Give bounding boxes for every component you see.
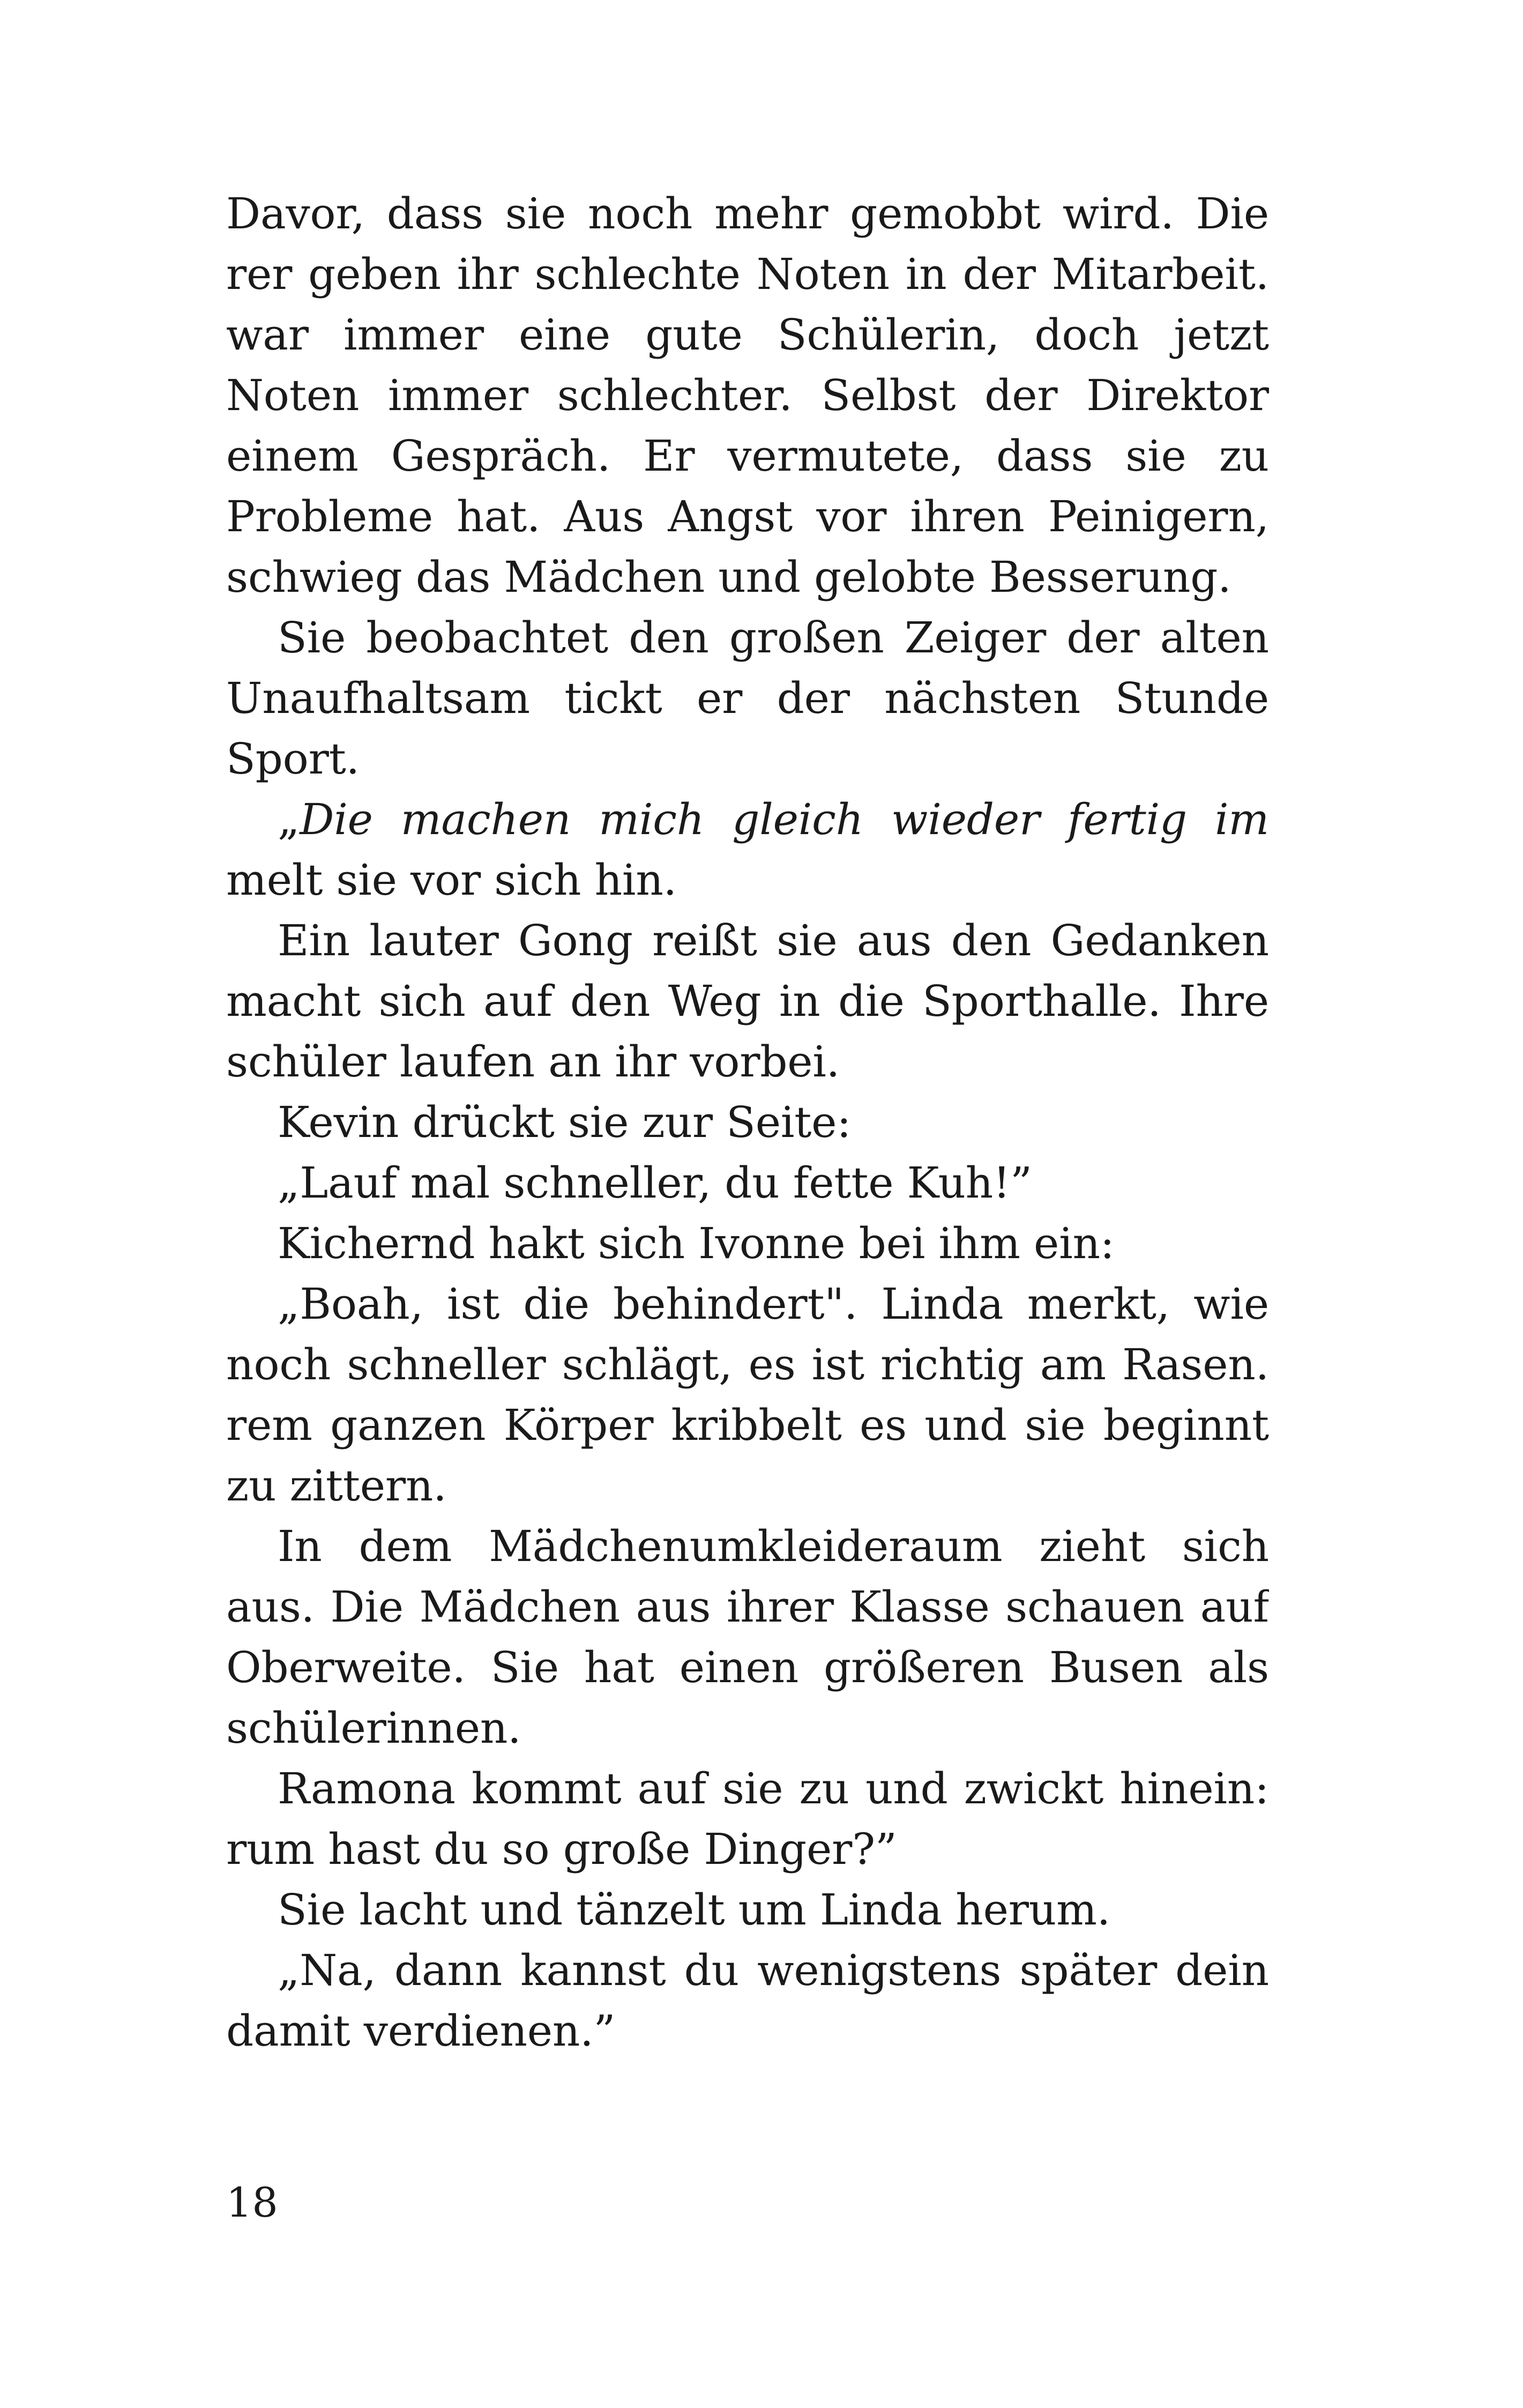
quote-open: „ — [278, 794, 300, 844]
text-line: Kichernd hakt sich Ivonne bei ihm ein: — [278, 1218, 1115, 1268]
text-line: war immer eine gute Schülerin, doch jetzt — [226, 310, 1269, 360]
text-line: Ramona kommt auf sie zu und zwickt hinein: — [278, 1764, 1269, 1814]
text-line: Noten immer schlechter. Selbst der Direktor — [226, 370, 1269, 420]
text-line: melt sie vor sich hin. — [226, 855, 677, 905]
text-line: damit verdienen.” — [226, 2006, 616, 2056]
text-line: schüler laufen an ihr vorbei. — [226, 1037, 840, 1087]
text-line: rer geben ihr schlechte Noten in der Mitarbeit. — [226, 249, 1269, 299]
text-line: zu zittern. — [226, 1461, 447, 1511]
text-line: macht sich auf den Weg in die Sporthalle. Ihre — [226, 976, 1269, 1026]
text-line: In dem Mädchenumkleideraum zieht sich — [278, 1521, 1269, 1571]
text-line: aus. Die Mädchen aus ihrer Klasse schauen auf — [226, 1582, 1269, 1632]
text-line: Ein lauter Gong reißt sie aus den Gedanken — [278, 916, 1269, 965]
text-line: Probleme hat. Aus Angst vor ihren Peinigern, — [226, 492, 1269, 541]
quote-line — [226, 789, 1269, 850]
text-line: rem ganzen Körper kribbelt es und sie beginnt — [226, 1400, 1269, 1450]
text-line: noch schneller schlägt, es ist richtig am Rasen. — [226, 1340, 1269, 1389]
text-line: einem Gespräch. Er vermutete, dass sie zu — [226, 431, 1269, 481]
text-line: Davor, dass sie noch mehr gemobbt wird. Die — [226, 189, 1269, 239]
text-line: schwieg das Mädchen und gelobte Besserung. — [226, 552, 1231, 602]
text-line: Kevin drückt sie zur Seite: — [278, 1097, 852, 1147]
italic-quote: Die machen mich gleich wieder fertig im — [300, 794, 1269, 844]
text-line: Sie lacht und tänzelt um Linda herum. — [278, 1885, 1110, 1935]
text-line: rum hast du so große Dinger?” — [226, 1824, 897, 1874]
page-number: 18 — [226, 2179, 278, 2226]
text-line: „Lauf mal schneller, du fette Kuh!” — [278, 1158, 1032, 1208]
text-line: „Boah, ist die behindert". Linda merkt, wie — [278, 1279, 1269, 1329]
text-line: Oberweite. Sie hat einen größeren Busen als — [226, 1643, 1269, 1692]
body-text — [226, 183, 1269, 2061]
text-line: Sport. — [226, 734, 360, 784]
text-line: Sie beobachtet den großen Zeiger der alten — [278, 613, 1269, 663]
text-line: Unaufhaltsam tickt er der nächsten Stunde — [226, 673, 1269, 723]
text-line: schülerinnen. — [226, 1703, 521, 1753]
text-line: „Na, dann kannst du wenigstens später dein — [278, 1945, 1269, 1995]
